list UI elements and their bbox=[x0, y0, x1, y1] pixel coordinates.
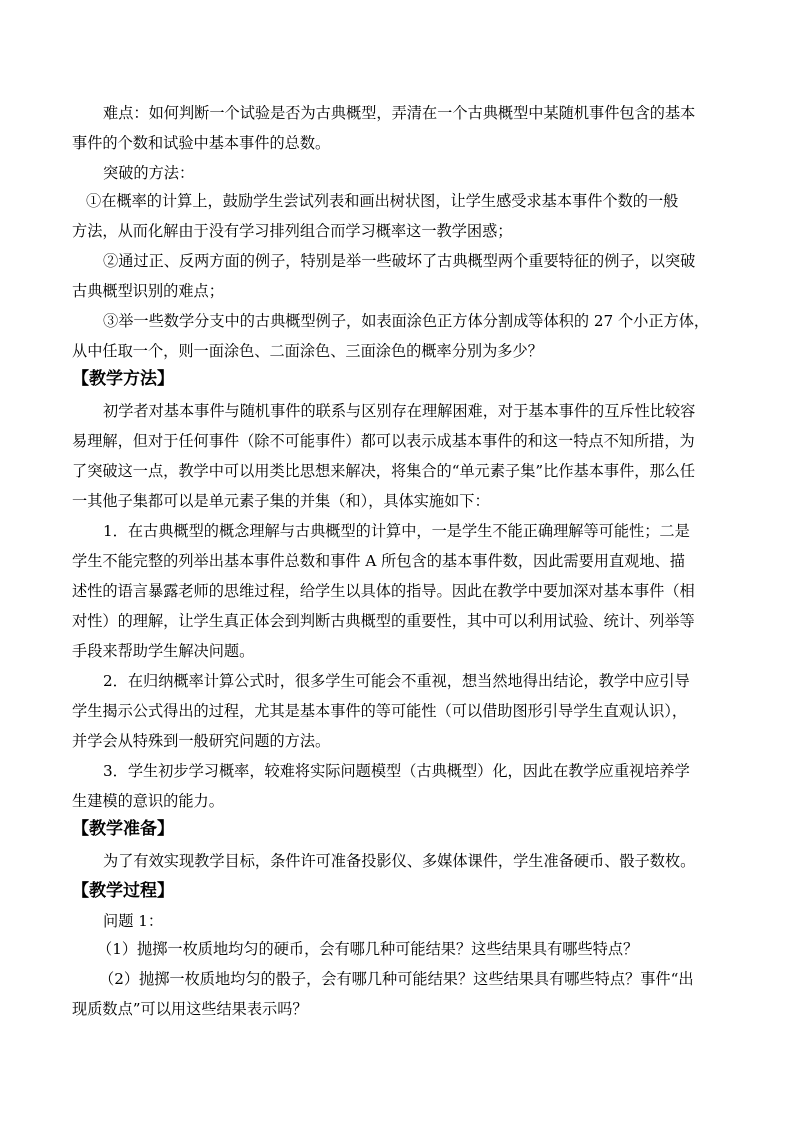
paragraph-line: 并学会从特殊到一般研究问题的方法。 bbox=[72, 732, 331, 750]
paragraph-line: 从中任取一个，则一面涂色、二面涂色、三面涂色的概率分别为多少？ bbox=[72, 342, 543, 360]
paragraph-line: 3．学生初步学习概率，较难将实际问题模型（古典概型）化，因此在教学应重视培养学 bbox=[103, 762, 690, 780]
method-point-1 bbox=[72, 516, 724, 666]
section-heading-process: 【教学过程】 bbox=[72, 881, 174, 901]
breakthrough-item-3 bbox=[72, 306, 724, 366]
paragraph-line: （2）抛掷一枚质地均匀的骰子，会有哪几种可能结果？这些结果具有哪些特点？事件“出 bbox=[99, 970, 694, 988]
paragraph-line: 现质数点”可以用这些结果表示吗？ bbox=[72, 1000, 308, 1018]
paragraph-line: 方法，从而化解由于没有学习排列组合而学习概率这一教学困惑； bbox=[72, 222, 513, 240]
paragraph-line: 学生揭示公式得出的过程，尤其是基本事件的等可能性（可以借助图形引导学生直观认识）， bbox=[72, 702, 688, 720]
paragraph-line: 易理解，但对于任何事件（除不可能事件）都可以表示成基本事件的和这一特点不知所措，为 bbox=[72, 432, 695, 450]
paragraph-line: ①在概率的计算上，鼓励学生尝试列表和画出树状图，让学生感受求基本事件个数的一般 bbox=[86, 192, 679, 210]
paragraph-line: ③举一些数学分支中的古典概型例子，如表面涂色正方体分割成等体积的 27 个小正方体， bbox=[103, 312, 710, 330]
paragraph-line: 对性）的理解，让学生真正体会到判断古典概型的重要性，其中可以利用试验、统计、列举等 bbox=[72, 612, 695, 630]
question-1: （1）抛掷一枚质地均匀的硬币，会有哪几种可能结果？这些结果具有哪些特点？ bbox=[97, 940, 639, 958]
difficulty-paragraph bbox=[72, 98, 724, 158]
paragraph-line: 手段来帮助学生解决问题。 bbox=[72, 642, 255, 660]
section-heading-method: 【教学方法】 bbox=[72, 369, 174, 389]
problem-title: 问题 1： bbox=[103, 912, 164, 930]
difficulty-line: 难点：如何判断一个试验是否为古典概型，弄清在一个古典概型中某随机事件包含的基本 bbox=[103, 104, 696, 122]
section-heading-preparation: 【教学准备】 bbox=[72, 819, 174, 839]
question-2 bbox=[72, 964, 724, 1024]
difficulty-line: 事件的个数和试验中基本事件的总数。 bbox=[72, 134, 331, 152]
paragraph-line: ②通过正、反两方面的例子，特别是举一些破坏了古典概型两个重要特征的例子，以突破 bbox=[103, 252, 696, 270]
breakthrough-title: 突破的方法： bbox=[103, 164, 195, 182]
paragraph-line: 1．在古典概型的概念理解与古典概型的计算中，一是学生不能正确理解等可能性；二是 bbox=[103, 522, 690, 540]
paragraph-line: 了突破这一点，教学中可以用类比思想来解决，将集合的“单元素子集”比作基本事件，那么任 bbox=[72, 462, 696, 480]
paragraph-line: 生建模的意识的能力。 bbox=[72, 792, 224, 810]
paragraph-line: 初学者对基本事件与随机事件的联系与区别存在理解困难，对于基本事件的互斥性比较容 bbox=[103, 402, 696, 420]
paragraph-line: 述性的语言暴露老师的思维过程，给学生以具体的指导。因此在教学中要加深对基本事件（相 bbox=[72, 582, 695, 600]
method-point-3 bbox=[72, 756, 724, 816]
breakthrough-item-2 bbox=[72, 246, 724, 306]
paragraph-line: 学生不能完整的列举出基本事件总数和事件 A 所包含的基本事件数，因此需要用直观地、描 bbox=[72, 552, 685, 570]
paragraph-line: 一其他子集都可以是单元素子集的并集（和），具体实施如下： bbox=[72, 492, 490, 510]
preparation-text: 为了有效实现教学目标，条件许可准备投影仪、多媒体课件，学生准备硬币、骰子数枚。 bbox=[103, 852, 696, 870]
method-intro-paragraph bbox=[72, 396, 724, 516]
paragraph-line: 2．在归纳概率计算公式时，很多学生可能会不重视，想当然地得出结论，教学中应引导 bbox=[103, 672, 690, 690]
paragraph-line: 古典概型识别的难点； bbox=[72, 282, 224, 300]
breakthrough-item-1 bbox=[72, 186, 724, 246]
method-point-2 bbox=[72, 666, 724, 756]
